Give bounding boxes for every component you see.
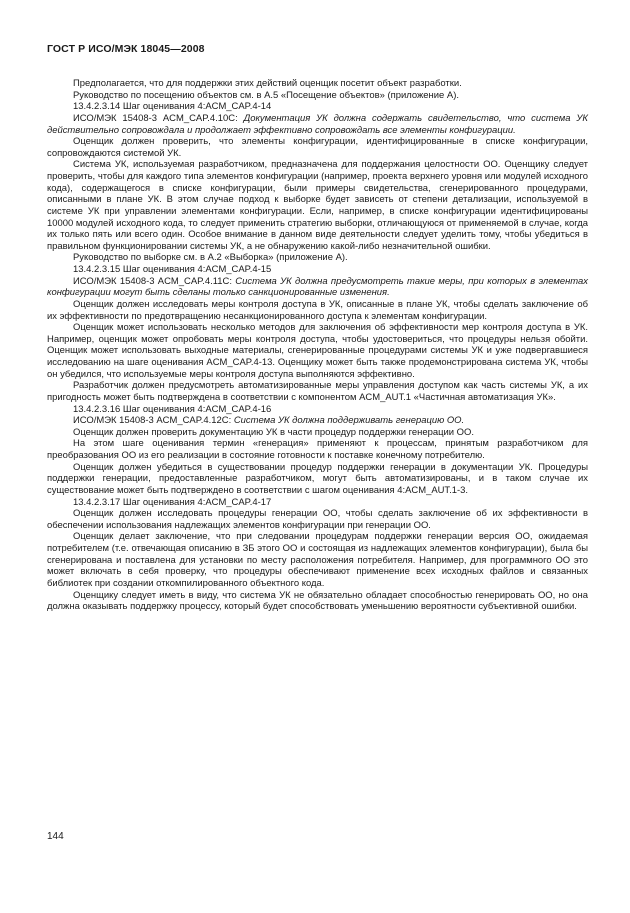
paragraph: Руководство по выборке см. в А.2 «Выборка» (приложение А).	[73, 252, 348, 264]
requirement-paragraph	[47, 113, 588, 136]
requirement-paragraph	[47, 276, 588, 299]
paragraph: Оценщик должен проверить документацию УК в части процедур поддержки генерации ОО.	[73, 426, 474, 438]
requirement-paragraph	[47, 415, 588, 427]
page-number: 144	[47, 831, 64, 842]
paragraph: Разработчик должен предусмотреть автоматизированные меры управления доступом как часть системы УК, а их пригодность может быть подтверждена в соответствии с компонентом ACM_AUT.1 «Частичная автоматизация УК».	[47, 380, 588, 403]
document-header: ГОСТ Р ИСО/МЭК 18045—2008	[47, 43, 205, 55]
document-body	[47, 78, 588, 613]
paragraph: Оценщику следует иметь в виду, что система УК не обязательно обладает способностью генерировать ОО, но она должна оказывать поддержку процессу, который будет способствовать уменьшению вероятности субъективной ошибки.	[47, 589, 588, 613]
paragraph: Оценщик должен убедиться в существовании процедур поддержки генерации в документации УК. Процедуры поддержки генерации, предоставленные разработчиком, могут быть автоматизированы, и в таком случае их существование может быть подтверждено в соответствии с шагом оценивания 4:ACM_AUT.1-3.	[47, 461, 588, 496]
paragraph: Оценщик должен исследовать процедуры генерации ОО, чтобы сделать заключение об их эффективности в обеспечении использования надлежащих элементов конфигурации при генерации ОО.	[47, 508, 588, 531]
paragraph: Оценщик может использовать несколько методов для заключения об эффективности мер контроля доступа в УК. Например, оценщик может опробовать меры контроля доступа, чтобы удостовериться, что процедуры нельзя обойти. Оценщик может использовать выходные материалы, сгенерированные процедурами системы УК и уже подвергавшиеся исследованию на шаге оценивания ACM_CAP.4-13. Оценщику может быть также продемонстрирована система УК, чтобы он убедился, что используемые меры контроля доступа выполняются эффективно.	[47, 322, 588, 380]
paragraph: Руководство по посещению объектов см. в А.5 «Посещение объектов» (приложение А).	[73, 89, 459, 101]
paragraph: Система УК, используемая разработчиком, предназначена для поддержания целостности ОО. Оценщику следует проверить, чтобы для каждого типа элементов конфигурации (например, проекта верхнего уровня или модулей исходного кода), содержащегося в списке конфигурации, были примеры свидетельства, сгенерированного процедурами, описанными в плане УК. В этом случае подход к выборке будет зависеть от степени детализации, используемой в системе УК при управлении элементами конфигурации. Если, например, в списке конфигурации идентифицированы 10000 модулей исходного кода, то следует применить стратегию выборки, отличающуюся от применяемой в случае, когда их только пять или всего один. Особое внимание в данном виде деятельности следует уделить тому, чтобы убедиться в правильном функционировании системы УК, а не обнаружению какой-либо незначительной ошибки.	[47, 159, 588, 252]
step-heading: 13.4.2.3.15 Шаг оценивания 4:ACM_CAP.4-15	[73, 264, 272, 275]
step-heading: 13.4.2.3.14 Шаг оценивания 4:ACM_CAP.4-14	[73, 101, 272, 113]
requirement-text: Система УК должна поддерживать генерацию ОО.	[233, 415, 465, 427]
paragraph: Оценщик делает заключение, что при следовании процедурам поддержки генерации версия ОО, ожидаемая потребителем (т.е. отвечающая описанию в ЗБ этого ОО и состоящая из надлежащих элементов конфигурации), была бы сгенерирована и поставлена для установки по месту расположения потребителя. Например, для программного ОО это может включать в себя проверку, что процедуры обеспечивают применение всех исходных файлов и связанных библиотек при создании откомпилированного объектного кода.	[47, 531, 588, 589]
step-heading: 13.4.2.3.16 Шаг оценивания 4:ACM_CAP.4-16	[73, 403, 272, 415]
paragraph: Оценщик должен исследовать меры контроля доступа в УК, описанные в плане УК, чтобы сделать заключение об их эффективности по предотвращению несанкционированного доступа к элементам конфигурации.	[47, 298, 588, 322]
requirement-ref: ИСО/МЭК 15408-3 ACM_CAP.4.12C:	[73, 415, 234, 427]
requirement-ref: ИСО/МЭК 15408-3 ACM_CAP.4.10C:	[73, 112, 244, 124]
step-heading: 13.4.2.3.17 Шаг оценивания 4:ACM_CAP.4-17	[73, 496, 272, 508]
paragraph: Оценщик должен проверить, что элементы конфигурации, идентифицированные в списке конфигурации, сопровождаются системой УК.	[47, 136, 588, 159]
paragraph: На этом шаге оценивания термин «генерация» применяют к процессам, принятым разработчиком для преобразования ОО из его реализации в состояние готовности к поставке конечному потребителю.	[47, 438, 588, 461]
paragraph: Предполагается, что для поддержки этих действий оценщик посетит объект разработки.	[73, 78, 462, 89]
requirement-text: Система УК должна предусмотреть такие меры, при которых в элементах конфигурации могут быть сделаны только санкционированные изменения.	[47, 275, 588, 299]
requirement-text: Документация УК должна содержать свидетельство, что система УК действительно сопровождала и продолжает эффективно сопровождать все элементы конфигурации.	[47, 112, 588, 136]
requirement-ref: ИСО/МЭК 15408-3 ACM_CAP.4.11C:	[73, 275, 236, 287]
